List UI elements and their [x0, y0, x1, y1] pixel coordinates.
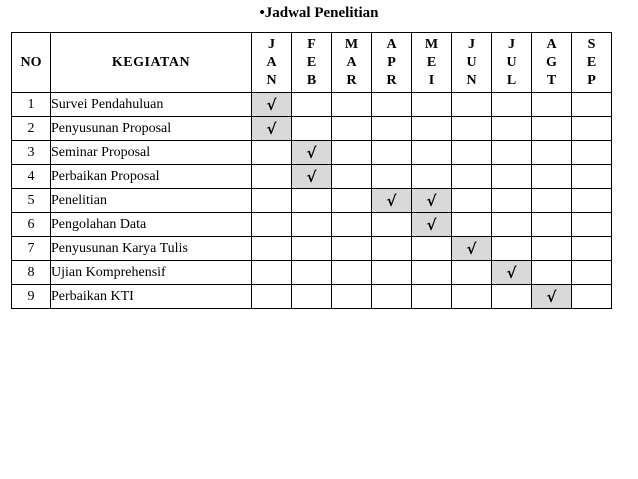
header-month — [372, 33, 412, 93]
header-month-letter: M — [424, 36, 439, 52]
empty-cell — [492, 237, 532, 261]
schedule-body — [12, 93, 612, 309]
empty-cell — [412, 237, 452, 261]
header-month-letter: A — [266, 54, 277, 70]
header-month-letter: I — [428, 72, 435, 88]
empty-cell — [452, 165, 492, 189]
empty-cell — [412, 141, 452, 165]
header-month-letter: A — [546, 36, 557, 52]
table-row — [12, 141, 612, 165]
header-month-letter: J — [508, 36, 515, 52]
row-number: 4 — [12, 165, 51, 189]
empty-cell — [292, 285, 332, 309]
empty-cell — [412, 261, 452, 285]
empty-cell — [252, 237, 292, 261]
header-month-letter: U — [466, 54, 477, 70]
header-month — [492, 33, 532, 93]
row-number: 1 — [12, 93, 51, 117]
table-row — [12, 117, 612, 141]
empty-cell — [572, 93, 612, 117]
empty-cell — [492, 93, 532, 117]
empty-cell — [412, 117, 452, 141]
empty-cell — [452, 117, 492, 141]
empty-cell — [492, 189, 532, 213]
empty-cell — [532, 141, 572, 165]
empty-cell — [332, 213, 372, 237]
table-row — [12, 189, 612, 213]
empty-cell — [332, 237, 372, 261]
empty-cell — [372, 117, 412, 141]
empty-cell — [332, 117, 372, 141]
schedule-table — [11, 32, 612, 309]
empty-cell — [532, 165, 572, 189]
row-activity: Penyusunan Karya Tulis — [51, 237, 252, 261]
header-month — [452, 33, 492, 93]
empty-cell — [372, 93, 412, 117]
header-month — [572, 33, 612, 93]
header-month-letter: L — [506, 72, 517, 88]
empty-cell — [292, 117, 332, 141]
header-month-letter: A — [346, 54, 357, 70]
empty-cell — [572, 141, 612, 165]
header-month-letter: S — [587, 36, 596, 52]
check-mark-cell: √ — [412, 189, 452, 213]
header-month-letter: R — [346, 72, 357, 88]
empty-cell — [252, 285, 292, 309]
empty-cell — [572, 165, 612, 189]
table-row — [12, 213, 612, 237]
empty-cell — [292, 189, 332, 213]
row-activity: Survei Pendahuluan — [51, 93, 252, 117]
empty-cell — [252, 141, 292, 165]
empty-cell — [452, 141, 492, 165]
row-number: 2 — [12, 117, 51, 141]
empty-cell — [372, 165, 412, 189]
header-month — [332, 33, 372, 93]
empty-cell — [332, 189, 372, 213]
empty-cell — [372, 141, 412, 165]
row-number: 6 — [12, 213, 51, 237]
header-month — [532, 33, 572, 93]
row-number: 3 — [12, 141, 51, 165]
check-mark-cell: √ — [532, 285, 572, 309]
empty-cell — [332, 141, 372, 165]
empty-cell — [532, 261, 572, 285]
empty-cell — [492, 165, 532, 189]
check-mark-cell: √ — [492, 261, 532, 285]
empty-cell — [452, 285, 492, 309]
empty-cell — [332, 261, 372, 285]
empty-cell — [452, 261, 492, 285]
check-mark-cell: √ — [372, 189, 412, 213]
table-row — [12, 93, 612, 117]
empty-cell — [252, 189, 292, 213]
row-activity: Perbaikan Proposal — [51, 165, 252, 189]
check-mark-cell: √ — [252, 93, 292, 117]
empty-cell — [292, 93, 332, 117]
header-month-letter: P — [387, 54, 396, 70]
header-month — [292, 33, 332, 93]
header-month-letter: E — [426, 54, 437, 70]
table-row — [12, 237, 612, 261]
empty-cell — [372, 285, 412, 309]
empty-cell — [532, 237, 572, 261]
empty-cell — [452, 213, 492, 237]
empty-cell — [532, 93, 572, 117]
empty-cell — [292, 261, 332, 285]
empty-cell — [492, 213, 532, 237]
empty-cell — [372, 237, 412, 261]
row-activity: Penyusunan Proposal — [51, 117, 252, 141]
header-month-letter: A — [386, 36, 397, 52]
empty-cell — [372, 213, 412, 237]
header-month-letter: P — [587, 72, 596, 88]
empty-cell — [292, 213, 332, 237]
empty-cell — [412, 165, 452, 189]
table-row — [12, 261, 612, 285]
header-month-letter: E — [586, 54, 597, 70]
header-month-letter: U — [506, 54, 517, 70]
row-number: 9 — [12, 285, 51, 309]
header-no: NO — [12, 33, 51, 93]
header-month — [252, 33, 292, 93]
table-row — [12, 165, 612, 189]
empty-cell — [332, 165, 372, 189]
empty-cell — [532, 189, 572, 213]
table-row — [12, 285, 612, 309]
header-month-letter: J — [468, 36, 475, 52]
empty-cell — [492, 117, 532, 141]
row-activity: Seminar Proposal — [51, 141, 252, 165]
empty-cell — [252, 213, 292, 237]
check-mark-cell: √ — [292, 165, 332, 189]
empty-cell — [252, 261, 292, 285]
empty-cell — [572, 189, 612, 213]
check-mark-cell: √ — [252, 117, 292, 141]
header-month-letter: N — [466, 72, 477, 88]
empty-cell — [332, 93, 372, 117]
empty-cell — [572, 285, 612, 309]
empty-cell — [532, 117, 572, 141]
header-month-letter: B — [306, 72, 317, 88]
empty-cell — [452, 93, 492, 117]
row-number: 7 — [12, 237, 51, 261]
header-month-letter: M — [344, 36, 359, 52]
empty-cell — [572, 213, 612, 237]
check-mark-cell: √ — [412, 213, 452, 237]
row-number: 8 — [12, 261, 51, 285]
row-activity: Ujian Komprehensif — [51, 261, 252, 285]
header-month-letter: N — [266, 72, 277, 88]
empty-cell — [572, 117, 612, 141]
header-month — [412, 33, 452, 93]
empty-cell — [572, 237, 612, 261]
empty-cell — [332, 285, 372, 309]
check-mark-cell: √ — [292, 141, 332, 165]
empty-cell — [412, 93, 452, 117]
empty-cell — [292, 237, 332, 261]
empty-cell — [492, 285, 532, 309]
row-activity: Penelitian — [51, 189, 252, 213]
page-title: •Jadwal Penelitian — [259, 5, 379, 21]
empty-cell — [252, 165, 292, 189]
empty-cell — [452, 189, 492, 213]
empty-cell — [492, 141, 532, 165]
empty-cell — [372, 261, 412, 285]
header-row — [12, 33, 612, 93]
empty-cell — [532, 213, 572, 237]
check-mark-cell: √ — [452, 237, 492, 261]
row-activity: Perbaikan KTI — [51, 285, 252, 309]
header-month-letter: G — [546, 54, 557, 70]
header-month-letter: E — [306, 54, 317, 70]
header-month-letter: R — [386, 72, 397, 88]
header-kegiatan: KEGIATAN — [51, 33, 252, 93]
row-number: 5 — [12, 189, 51, 213]
row-activity: Pengolahan Data — [51, 213, 252, 237]
empty-cell — [412, 285, 452, 309]
empty-cell — [572, 261, 612, 285]
header-month-letter: T — [546, 72, 557, 88]
header-month-letter: J — [268, 36, 275, 52]
header-month-letter: F — [307, 36, 316, 52]
